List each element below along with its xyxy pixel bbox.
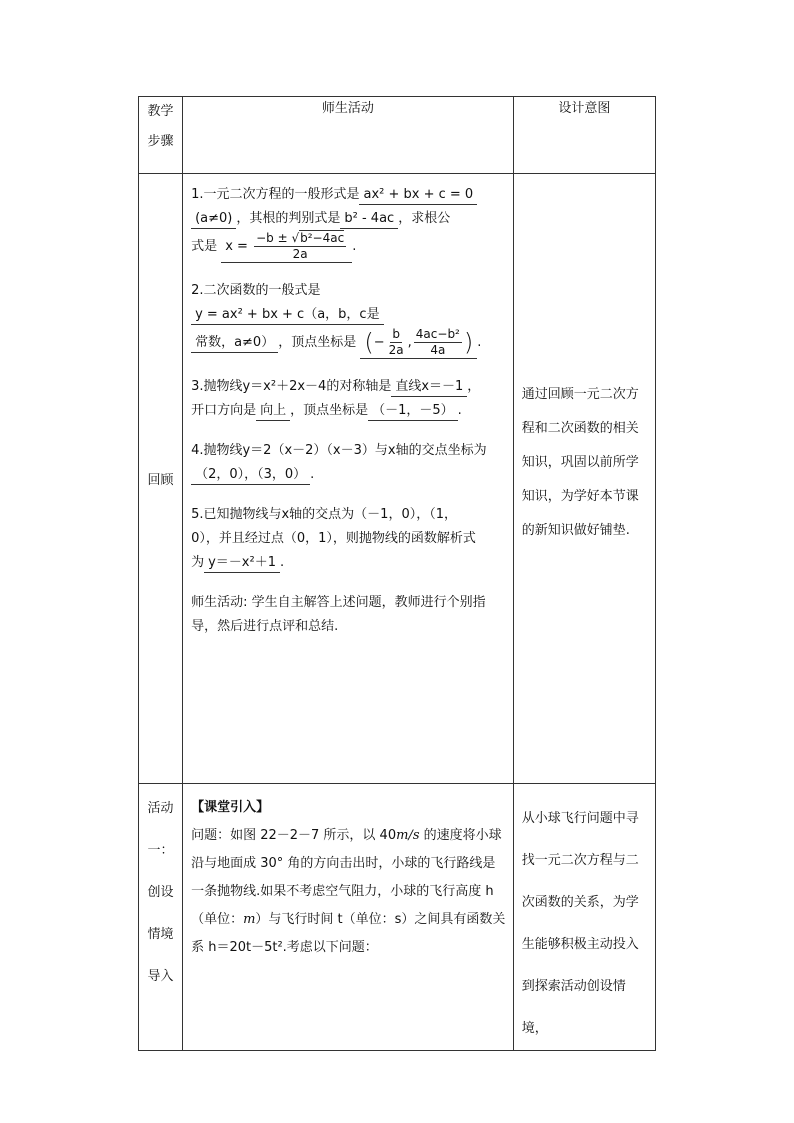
- activity-label-line: 活动: [147, 801, 174, 816]
- question-4: [191, 439, 507, 487]
- q4-text: 4.抛物线y＝2（x－2）（x－3）与x轴的交点坐标为: [191, 443, 487, 458]
- q1-answer-general-form: ax² + bx + c = 0: [359, 186, 477, 205]
- q3-text-mid: ，: [467, 379, 481, 394]
- q2-text-mid: ，顶点坐标是: [278, 335, 357, 350]
- q3-answer-direction: 向上: [256, 402, 290, 421]
- intro-unit-speed: m/s: [396, 828, 420, 843]
- q3-text-mid2: ，顶点坐标是: [290, 403, 369, 418]
- q1-formula-denominator: 2a: [292, 247, 308, 261]
- activity-design-line: 从小球飞行问题中寻: [521, 811, 639, 826]
- question-3: [191, 375, 507, 423]
- header-steps-line2: 步骤: [147, 134, 174, 149]
- intro-unit-m: m: [243, 912, 256, 927]
- q1-num-sqrt: b²−4ac: [300, 231, 345, 245]
- q2-vertex-open-paren: (: [364, 328, 374, 357]
- q1-formula-fraction: [254, 231, 346, 262]
- review-design-line: 的新知识做好铺垫.: [521, 523, 630, 538]
- q1-end: .: [352, 239, 357, 254]
- activity-design-line: 到探索活动创设情境，: [521, 979, 626, 1036]
- q3-text: 3.抛物线y＝x²＋2x－4的对称轴是: [191, 379, 392, 394]
- intro-problem-text3: ）与飞行时间 t（单位：s）之间具有函数关系 h＝20t－5t².考虑以下问题：: [191, 912, 506, 955]
- review-design-line: 通过回顾一元二次方: [521, 387, 639, 402]
- q5-answer: y＝－x²＋1: [204, 554, 280, 573]
- question-2: [191, 279, 507, 359]
- activity-design-line: 生能够积极主动投入: [521, 937, 639, 952]
- q1-num-a: −b ±: [256, 231, 292, 245]
- header-design-label: 设计意图: [558, 101, 611, 116]
- q2-vertex-x-num: b: [392, 327, 400, 341]
- q2-answer-constants: 常数，a≠0）: [191, 334, 278, 353]
- q2-answer-vertex: (− $\frac{b}{2a}$ , $\frac{\text{4ac−b²}}{4a}$ ): [360, 327, 477, 359]
- review-design-cell: [513, 174, 655, 784]
- q1-formula-x: x =: [225, 239, 248, 254]
- activity-label-line: 创设: [147, 885, 174, 900]
- q5-text-pre3: 为: [191, 555, 205, 570]
- q1-formula-numerator: −b ± √b²−4ac: [256, 231, 345, 245]
- activity-row: [139, 784, 656, 1051]
- q2-vertex-y-num: 4ac−b²: [415, 327, 460, 341]
- q1-text-mid: ，其根的判别式是: [236, 211, 341, 226]
- header-steps: [139, 97, 183, 174]
- q1-text-post: ，求根公: [398, 211, 451, 226]
- activity-label-cell: [139, 784, 183, 1051]
- review-row: [139, 174, 656, 784]
- header-steps-line1: 教学: [147, 104, 174, 119]
- header-activities-label: 师生活动: [321, 101, 374, 116]
- review-content-cell: [183, 174, 514, 784]
- activity-label-line: 情境: [147, 927, 174, 942]
- q4-end: .: [310, 467, 315, 482]
- q1-answer-formula: [221, 231, 352, 263]
- review-design-line: 知识，巩固以前所学: [521, 455, 639, 470]
- activity-content-cell: [183, 784, 514, 1051]
- q5-end: .: [279, 555, 285, 570]
- q1-text-pre2: 式是: [191, 239, 218, 254]
- question-1: [191, 183, 507, 263]
- q1-answer-condition: (a≠0): [191, 210, 236, 229]
- lesson-plan-table: [138, 96, 656, 1051]
- review-design-line: 知识，为学好本节课: [521, 489, 639, 504]
- review-design-line: 程和二次函数的相关: [521, 421, 639, 436]
- q3-end: .: [457, 403, 462, 418]
- review-label-cell: [139, 174, 183, 784]
- intro-problem: [191, 822, 507, 962]
- q2-end: .: [477, 335, 482, 350]
- intro-title: 【课堂引入】: [191, 800, 270, 815]
- question-5: [191, 503, 507, 575]
- header-activities: [183, 97, 514, 174]
- q2-vertex-y: [414, 327, 462, 358]
- q5-line1: 5.已知抛物线与x轴的交点为（－1，0），（1，: [191, 507, 457, 522]
- q3-answer-vertex: （－1，－5）: [368, 402, 458, 421]
- q2-answer-general-form: y = ax² + bx + c（a，b，c是: [191, 306, 384, 325]
- review-label: 回顾: [147, 473, 174, 488]
- table-header-row: [139, 97, 656, 174]
- q2-vertex-close-paren: ): [463, 328, 474, 357]
- q2-vertex-y-den: 4a: [430, 343, 446, 357]
- q4-answer: （2，0），（3，0）: [191, 466, 310, 485]
- activity-label-line: 导入: [147, 969, 174, 984]
- q2-vertex-x-den: 2a: [388, 343, 404, 357]
- intro-problem-text1: 问题：如图 22－2－7 所示，以 40: [191, 828, 397, 843]
- q3-text-pre2: 开口方向是: [191, 403, 257, 418]
- q1-answer-discriminant: b² - 4ac: [340, 210, 398, 229]
- header-design: [513, 97, 655, 174]
- q3-answer-axis: 直线x＝－1: [391, 378, 467, 397]
- q2-text: 2.二次函数的一般式是: [191, 283, 321, 298]
- q5-line2: 0），并且经过点（0，1），则抛物线的函数解析式: [191, 531, 476, 546]
- activity-design-line: 次函数的关系，为学: [521, 895, 639, 910]
- q2-vertex-x: [387, 327, 406, 358]
- activity-design-cell: [513, 784, 655, 1051]
- intro-problem-text2: 的速度将小球沿与地面成 30° 角的方向击出时，小球的飞行路线是一条抛物线.如果不考虑空气阻力，小球的飞行高度 h（单位：: [191, 828, 502, 927]
- activity-design-line: 找一元二次方程与二: [521, 853, 639, 868]
- review-summary: 师生活动: 学生自主解答上述问题，教师进行个别指导，然后进行点评和总结.: [191, 595, 486, 634]
- q1-text: 1.一元二次方程的一般形式是: [191, 187, 360, 202]
- activity-label-line: 一：: [147, 843, 174, 858]
